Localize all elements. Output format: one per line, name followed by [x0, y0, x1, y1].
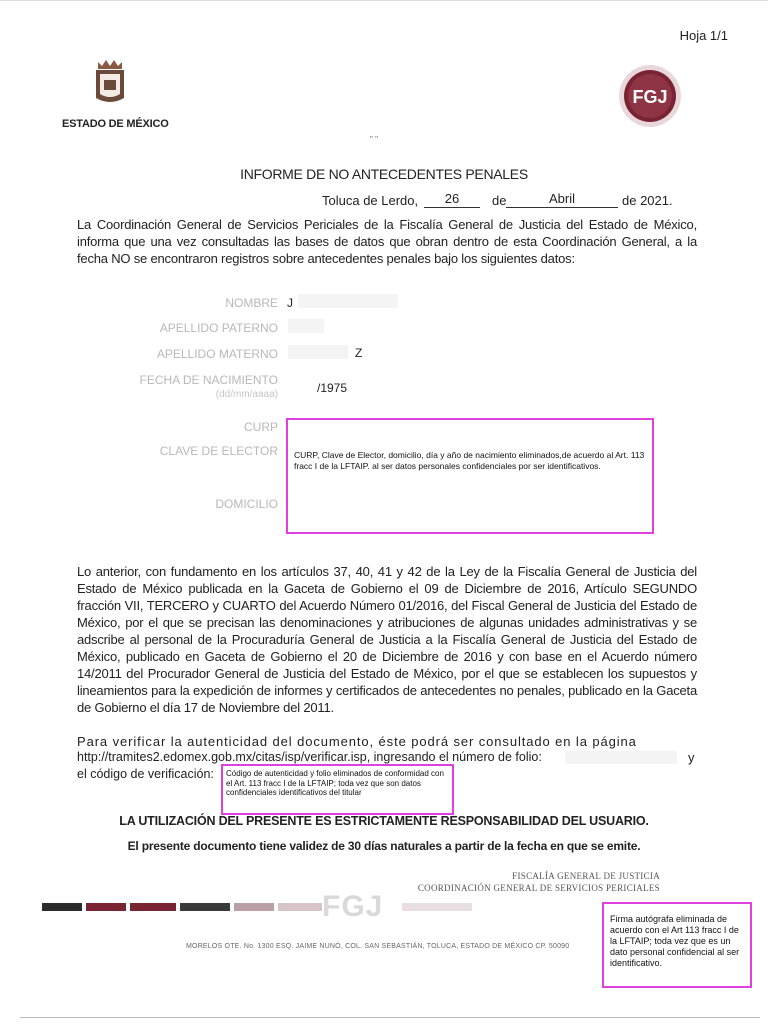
date-day: 26: [424, 191, 480, 208]
date-year: de 2021.: [622, 193, 673, 208]
blank-folio: [565, 751, 677, 764]
fgj-logo-icon: [618, 64, 682, 128]
state-crest-icon: [92, 58, 128, 106]
date-de: de: [492, 193, 507, 208]
redaction-verification: Código de autenticidad y folio eliminados de conformidad con el Art. 113 fracc I de la LFTAIP; toda vez que son datos confidenciales identificativos del titular: [221, 764, 454, 815]
fgj-logo-text: FGJ: [632, 87, 668, 107]
value-fecha-nacimiento: /1975: [317, 381, 348, 395]
notice-responsibility: LA UTILIZACIÓN DEL PRESENTE ES ESTRICTAMENTE RESPONSABILIDAD DEL USUARIO.: [119, 814, 649, 828]
label-fecha-nacimiento: FECHA DE NACIMIENTO: [139, 373, 278, 387]
blank-paterno: [288, 319, 324, 333]
date-month: Abril: [506, 191, 618, 208]
redaction-signature: Firma autógrafa eliminada de acuerdo con el Art 113 fracc I de la LFTAIP; toda vez que es un dato personal confidencial al ser identificativo.: [602, 902, 752, 988]
page-top-edge: [0, 0, 768, 1]
label-domicilio: DOMICILIO: [215, 497, 278, 511]
label-nombre: NOMBRE: [225, 296, 278, 310]
footer-fgj-watermark: FGJ: [322, 890, 384, 923]
verify-line-2-end: y: [688, 750, 695, 765]
label-apellido-paterno: APELLIDO PATERNO: [159, 321, 278, 335]
state-name: ESTADO DE MÉXICO: [62, 118, 169, 130]
footer-address: MORELOS OTE. No. 1300 ESQ. JAIME NUNÓ, COL. SAN SEBASTIÁN, TOLUCA, ESTADO DE MÉXICO CP. 50090: [186, 943, 570, 950]
blank-materno: [288, 345, 348, 359]
label-fecha-formato: (dd/mm/aaaa): [215, 389, 278, 400]
verify-line-1: Para verificar la autenticidad del documento, éste podrá ser consultado en la página: [77, 734, 637, 749]
date-city: Toluca de Lerdo,: [322, 193, 419, 208]
legal-basis-paragraph: Lo anterior, con fundamento en los artículos 37, 40, 41 y 42 de la Ley de la Fiscalía General de Justicia del Estado de México publicada en la Gaceta de Gobierno el 09 de Diciembre de 2016, Artículo SEGUNDO fracción VII, TERCERO y CUARTO del Acuerdo Número 01/2016, del Fiscal General de Justicia del Estado de México, por el que se precisan las denominaciones y atribuciones de algunas unidades administrativas y se adscribe al personal de la Procuraduría General de Justicia a la Fiscalía General de Justicia del Estado de México, publicado en Gaceta de Gobierno el 20 de Diciembre de 2016 y con base en el Acuerdo número 14/2011 del Procurador General de Justicia del Estado de México, por el que se establecen los supuestos y lineamientos para la expedición de informes y certificados de antecedentes no penales, publicado en la Gaceta de Gobierno el día 17 de Noviembre del 2011.: [77, 564, 697, 715]
redaction-personal-data: CURP, Clave de Elector, domicilio, día y año de nacimiento eliminados,de acuerdo al Art. 113 fracc I de la LFTAIP. al ser datos personales confidenciales por ser identificativos.: [286, 418, 654, 534]
document-title: INFORME DE NO ANTECEDENTES PENALES: [240, 166, 528, 182]
verify-line-3: el código de verificación:: [77, 767, 214, 781]
footer-org-coordinacion: COORDINACIÓN GENERAL DE SERVICIOS PERICIALES: [417, 883, 660, 893]
label-curp: CURP: [243, 420, 278, 434]
label-clave-elector: CLAVE DE ELECTOR: [159, 444, 278, 458]
page-bottom-edge: [20, 1017, 760, 1018]
value-nombre: J: [287, 296, 293, 310]
label-apellido-materno: APELLIDO MATERNO: [156, 347, 278, 361]
intro-paragraph: La Coordinación General de Servicios Periciales de la Fiscalía General de Justicia del Estado de México, informa que una vez consultadas las bases de datos que obran dentro de esta Coordinación General, a la fecha NO se encontraron registros sobre antecedentes penales bajo los siguientes datos:: [77, 217, 697, 266]
value-apellido-materno: Z: [355, 346, 363, 360]
footer-org-fiscalia: FISCALÍA GENERAL DE JUSTICIA: [512, 871, 660, 881]
footer-color-bars: [42, 900, 472, 914]
notice-validity: El presente documento tiene validez de 30 días naturales a partir de la fecha en que se emite.: [127, 839, 641, 853]
small-mark: " ": [370, 135, 378, 144]
verify-line-2: http://tramites2.edomex.gob.mx/citas/isp/verificar.isp, ingresando el número de folio:: [77, 750, 542, 764]
page-number: Hoja 1/1: [679, 28, 728, 43]
blank-nombre: [298, 294, 398, 308]
